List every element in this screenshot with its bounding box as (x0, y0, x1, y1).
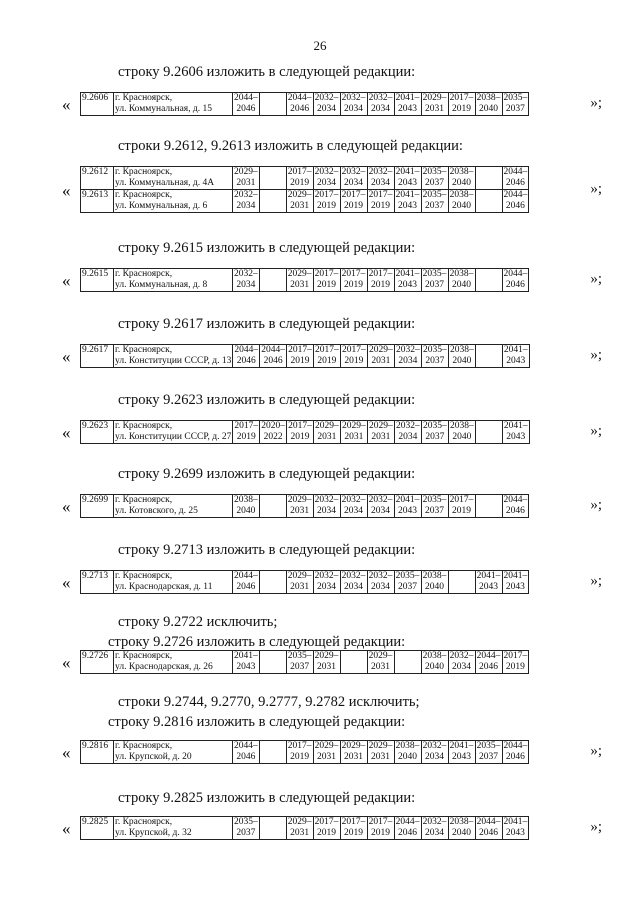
year-range-cell (259, 817, 286, 840)
table-row (81, 741, 529, 764)
year-range-cell: 2032– 2034 (314, 93, 339, 114)
year-range-cell (394, 651, 421, 674)
year-range-cell: 2029– 2031 (368, 651, 393, 672)
year-range-cell: 2032– 2034 (341, 495, 366, 516)
address-city: г. Красноярск, (115, 269, 173, 279)
year-range-cell: 2035– 2037 (422, 269, 447, 290)
address-city: г. Красноярск, (115, 495, 173, 505)
year-range-cell: 2041– 2043 (395, 495, 420, 516)
year-range-cell: 2017– 2019 (314, 345, 339, 366)
address-street: ул. Котовского, д. 25 (115, 506, 198, 516)
housing-schedule-table (80, 268, 529, 292)
year-range-cell (475, 190, 502, 213)
year-range-cell: 2032– 2034 (341, 571, 366, 592)
year-range-cell: 2038– 2040 (476, 93, 501, 114)
row-number: 9.2615 (81, 269, 114, 292)
table-row (81, 651, 529, 674)
year-range-cell: 2041– 2043 (449, 741, 474, 762)
close-quote: »; (590, 497, 602, 513)
year-range-cell: 2044– 2046 (234, 571, 258, 592)
amendment-heading: строку 9.2699 изложить в следующей редакции: (118, 466, 416, 482)
table-row (81, 167, 529, 190)
year-range-cell: 2029– 2031 (368, 345, 393, 366)
year-range-cell (475, 345, 502, 368)
amendment-heading: строку 9.2726 изложить в следующей редакции: (108, 634, 406, 650)
address-street: ул. Крупской, д. 32 (115, 828, 192, 838)
replacement-row-block (62, 268, 602, 292)
year-range-cell: 2044– 2046 (476, 817, 501, 838)
address-cell (114, 167, 233, 190)
address-cell (114, 421, 233, 444)
year-range-cell: 2017– 2019 (341, 345, 366, 366)
address-city: г. Красноярск, (115, 817, 173, 827)
year-range-cell: 2041– 2043 (503, 817, 528, 838)
year-range-cell: 2038– 2040 (449, 817, 474, 838)
close-quote: »; (590, 181, 602, 197)
housing-schedule-table (80, 494, 529, 518)
address-cell (114, 817, 233, 840)
year-range-cell: 2017– 2019 (288, 345, 312, 366)
year-range-cell: 2029– 2031 (287, 269, 312, 290)
year-range-cell: 2041– 2043 (395, 269, 420, 290)
address-cell (114, 345, 233, 368)
year-range-cell: 2029– 2031 (341, 741, 366, 762)
year-range-cell: 2035– 2037 (422, 495, 447, 516)
row-number: 9.2623 (81, 421, 114, 444)
amendment-heading: строку 9.2615 изложить в следующей редакции: (118, 240, 416, 256)
address-city: г. Красноярск, (115, 571, 173, 581)
year-range-cell: 2038– 2040 (449, 269, 474, 290)
year-range-cell: 2017– 2019 (449, 495, 474, 516)
row-number: 9.2726 (81, 651, 114, 674)
year-range-cell: 2020– 2022 (261, 421, 285, 442)
table-row (81, 571, 529, 594)
open-quote: « (62, 743, 71, 762)
table-row (81, 269, 529, 292)
year-range-cell: 2032– 2034 (314, 571, 339, 592)
replacement-row-block (62, 420, 602, 444)
table-row (81, 421, 530, 444)
year-range-cell: 2041– 2043 (395, 190, 420, 211)
year-range-cell: 2029– 2031 (234, 167, 258, 188)
year-range-cell: 2029– 2031 (314, 421, 339, 442)
year-range-cell: 2038– 2040 (449, 167, 474, 188)
year-range-cell (475, 495, 502, 518)
year-range-cell: 2044– 2046 (476, 651, 501, 672)
year-range-cell: 2044– 2046 (234, 93, 258, 114)
year-range-cell: 2017– 2019 (314, 269, 339, 290)
row-number: 9.2617 (81, 345, 114, 368)
address-cell (114, 93, 233, 116)
replacement-row-block (62, 650, 602, 674)
year-range-cell: 2035– 2037 (287, 651, 312, 672)
year-range-cell (475, 421, 502, 444)
close-quote: »; (590, 743, 602, 759)
year-range-cell: 2044– 2046 (503, 167, 528, 188)
year-range-cell: 2032– 2034 (395, 345, 420, 366)
year-range-cell: 2032– 2034 (314, 495, 339, 516)
open-quote: « (62, 573, 71, 592)
year-range-cell: 2017– 2019 (288, 421, 312, 442)
year-range-cell: 2032– 2034 (234, 269, 258, 290)
year-range-cell: 2038– 2040 (395, 741, 420, 762)
row-number: 9.2713 (81, 571, 114, 594)
year-range-cell: 2038– 2040 (449, 421, 474, 442)
year-range-cell: 2029– 2031 (422, 93, 447, 114)
open-quote: « (62, 819, 71, 838)
close-quote: »; (590, 819, 602, 835)
address-city: г. Красноярск, (115, 190, 173, 200)
year-range-cell: 2035– 2037 (476, 741, 501, 762)
amendment-heading: строку 9.2713 изложить в следующей редакции: (118, 542, 416, 558)
table-row (81, 190, 529, 213)
year-range-cell: 2032– 2034 (234, 190, 258, 211)
housing-schedule-table (80, 420, 530, 444)
row-number: 9.2825 (81, 817, 114, 840)
address-cell (114, 651, 233, 674)
year-range-cell: 2044– 2046 (234, 345, 259, 366)
year-range-cell (259, 651, 286, 674)
year-range-cell: 2017– 2019 (234, 421, 259, 442)
year-range-cell: 2029– 2031 (368, 421, 393, 442)
year-range-cell: 2029– 2031 (368, 741, 393, 762)
year-range-cell: 2038– 2040 (449, 345, 474, 366)
open-quote: « (62, 271, 71, 290)
year-range-cell: 2017– 2019 (368, 190, 393, 211)
address-street: ул. Коммунальная, д. 6 (115, 201, 208, 211)
year-range-cell: 2044– 2046 (287, 93, 312, 114)
row-number: 9.2606 (81, 93, 114, 116)
amendment-heading: строки 9.2612, 9.2613 изложить в следующей редакции: (118, 138, 463, 154)
year-range-cell: 2035– 2037 (422, 167, 447, 188)
address-street: ул. Конституции СССР, д. 27 (115, 432, 232, 442)
table-row (81, 817, 529, 840)
housing-schedule-table (80, 816, 529, 840)
row-number: 9.2613 (81, 190, 114, 213)
year-range-cell: 2017– 2019 (314, 190, 339, 211)
open-quote: « (62, 181, 71, 200)
year-range-cell: 2032– 2034 (341, 167, 366, 188)
table-row (81, 495, 529, 518)
housing-schedule-table (80, 344, 530, 368)
year-range-cell: 2017– 2019 (341, 269, 366, 290)
year-range-cell (475, 167, 502, 190)
year-range-cell (259, 495, 286, 518)
year-range-cell: 2041– 2043 (503, 345, 528, 366)
year-range-cell: 2041– 2043 (395, 93, 420, 114)
year-range-cell: 2017– 2019 (287, 167, 312, 188)
year-range-cell: 2017– 2019 (287, 741, 312, 762)
replacement-row-block (62, 816, 602, 840)
year-range-cell: 2035– 2037 (422, 345, 447, 366)
open-quote: « (62, 423, 71, 442)
year-range-cell (259, 269, 286, 292)
year-range-cell: 2029– 2031 (287, 190, 312, 211)
close-quote: »; (590, 347, 602, 363)
row-number: 9.2699 (81, 495, 114, 518)
amendment-heading: строки 9.2744, 9.2770, 9.2777, 9.2782 исключить; (118, 694, 420, 710)
year-range-cell: 2032– 2034 (368, 495, 393, 516)
year-range-cell: 2044– 2046 (503, 190, 528, 211)
year-range-cell: 2029– 2031 (341, 421, 366, 442)
address-cell (114, 571, 233, 594)
year-range-cell: 2029– 2031 (314, 741, 339, 762)
open-quote: « (62, 653, 71, 672)
year-range-cell: 2044– 2046 (503, 495, 528, 516)
address-street: ул. Крупской, д. 20 (115, 752, 192, 762)
row-number: 9.2612 (81, 167, 114, 190)
address-street: ул. Коммунальная, д. 8 (115, 280, 208, 290)
year-range-cell (259, 93, 286, 116)
page-number: 26 (313, 38, 327, 53)
amendment-heading: строку 9.2606 изложить в следующей редакции: (118, 64, 416, 80)
replacement-row-block (62, 166, 602, 214)
close-quote: »; (590, 271, 602, 287)
housing-schedule-table (80, 92, 529, 116)
address-city: г. Красноярск, (115, 93, 173, 103)
year-range-cell: 2029– 2031 (287, 817, 312, 838)
amendment-heading: строку 9.2623 изложить в следующей редакции: (118, 392, 416, 408)
address-street: ул. Коммунальная, д. 4А (115, 178, 215, 188)
address-city: г. Красноярск, (115, 421, 173, 431)
address-cell (114, 269, 233, 292)
year-range-cell: 2041– 2043 (476, 571, 501, 592)
year-range-cell: 2041– 2043 (503, 421, 528, 442)
open-quote: « (62, 95, 71, 114)
year-range-cell: 2044– 2046 (261, 345, 285, 366)
year-range-cell: 2044– 2046 (503, 269, 528, 290)
address-cell (114, 741, 233, 764)
year-range-cell (475, 269, 502, 292)
year-range-cell: 2035– 2037 (503, 93, 528, 114)
year-range-cell: 2032– 2034 (368, 167, 393, 188)
year-range-cell: 2017– 2019 (341, 190, 366, 211)
year-range-cell: 2017– 2019 (368, 269, 393, 290)
address-street: ул. Краснодарская, д. 11 (115, 582, 213, 592)
replacement-row-block (62, 92, 602, 116)
year-range-cell: 2017– 2019 (341, 817, 366, 838)
year-range-cell: 2032– 2034 (368, 93, 393, 114)
year-range-cell: 2035– 2037 (422, 190, 447, 211)
year-range-cell (259, 741, 286, 764)
address-city: г. Красноярск, (115, 167, 173, 177)
year-range-cell (259, 571, 286, 594)
year-range-cell (340, 651, 367, 674)
year-range-cell: 2035– 2037 (422, 421, 447, 442)
amendment-heading: строку 9.2816 изложить в следующей редакции: (108, 714, 406, 730)
year-range-cell: 2029– 2031 (287, 571, 312, 592)
year-range-cell: 2017– 2019 (449, 93, 474, 114)
amendment-heading: строку 9.2722 исключить; (118, 614, 278, 630)
year-range-cell: 2032– 2034 (395, 421, 420, 442)
year-range-cell (259, 190, 286, 213)
replacement-row-block (62, 344, 602, 368)
year-range-cell: 2032– 2034 (422, 741, 447, 762)
close-quote: »; (590, 573, 602, 589)
housing-schedule-table (80, 166, 529, 213)
year-range-cell: 2017– 2019 (314, 817, 339, 838)
housing-schedule-table (80, 570, 529, 594)
year-range-cell: 2041– 2043 (395, 167, 420, 188)
address-cell (114, 495, 233, 518)
year-range-cell: 2029– 2031 (314, 651, 339, 672)
year-range-cell: 2035– 2037 (234, 817, 258, 838)
year-range-cell: 2032– 2034 (449, 651, 474, 672)
year-range-cell: 2038– 2040 (422, 651, 447, 672)
year-range-cell: 2038– 2040 (449, 190, 474, 211)
year-range-cell: 2032– 2034 (314, 167, 339, 188)
address-street: ул. Конституции СССР, д. 13 (115, 356, 232, 366)
year-range-cell: 2041– 2043 (503, 571, 528, 592)
housing-schedule-table (80, 650, 529, 674)
table-row (81, 345, 530, 368)
year-range-cell: 2044– 2046 (234, 741, 258, 762)
close-quote: »; (590, 95, 602, 111)
year-range-cell: 2038– 2040 (234, 495, 258, 516)
year-range-cell: 2029– 2031 (287, 495, 312, 516)
address-street: ул. Коммунальная, д. 15 (115, 104, 212, 114)
table-row (81, 93, 529, 116)
year-range-cell: 2032– 2034 (368, 571, 393, 592)
year-range-cell: 2038– 2040 (422, 571, 447, 592)
address-city: г. Красноярск, (115, 345, 173, 355)
year-range-cell (448, 571, 475, 594)
close-quote: »; (590, 423, 602, 439)
address-street: ул. Краснодарская, д. 26 (115, 662, 213, 672)
replacement-row-block (62, 570, 602, 594)
year-range-cell: 2032– 2034 (341, 93, 366, 114)
year-range-cell: 2044– 2046 (503, 741, 528, 762)
amendment-heading: строку 9.2825 изложить в следующей редакции: (118, 790, 416, 806)
year-range-cell: 2017– 2019 (368, 817, 393, 838)
amendment-heading: строку 9.2617 изложить в следующей редакции: (118, 316, 416, 332)
address-city: г. Красноярск, (115, 741, 173, 751)
address-city: г. Красноярск, (115, 651, 173, 661)
year-range-cell: 2017– 2019 (503, 651, 528, 672)
replacement-row-block (62, 494, 602, 518)
housing-schedule-table (80, 740, 529, 764)
open-quote: « (62, 347, 71, 366)
year-range-cell: 2035– 2037 (395, 571, 420, 592)
year-range-cell: 2044– 2046 (395, 817, 420, 838)
year-range-cell (259, 167, 286, 190)
year-range-cell: 2041– 2043 (234, 651, 258, 672)
year-range-cell: 2032– 2034 (422, 817, 447, 838)
row-number: 9.2816 (81, 741, 114, 764)
replacement-row-block (62, 740, 602, 764)
address-cell (114, 190, 233, 213)
open-quote: « (62, 497, 71, 516)
